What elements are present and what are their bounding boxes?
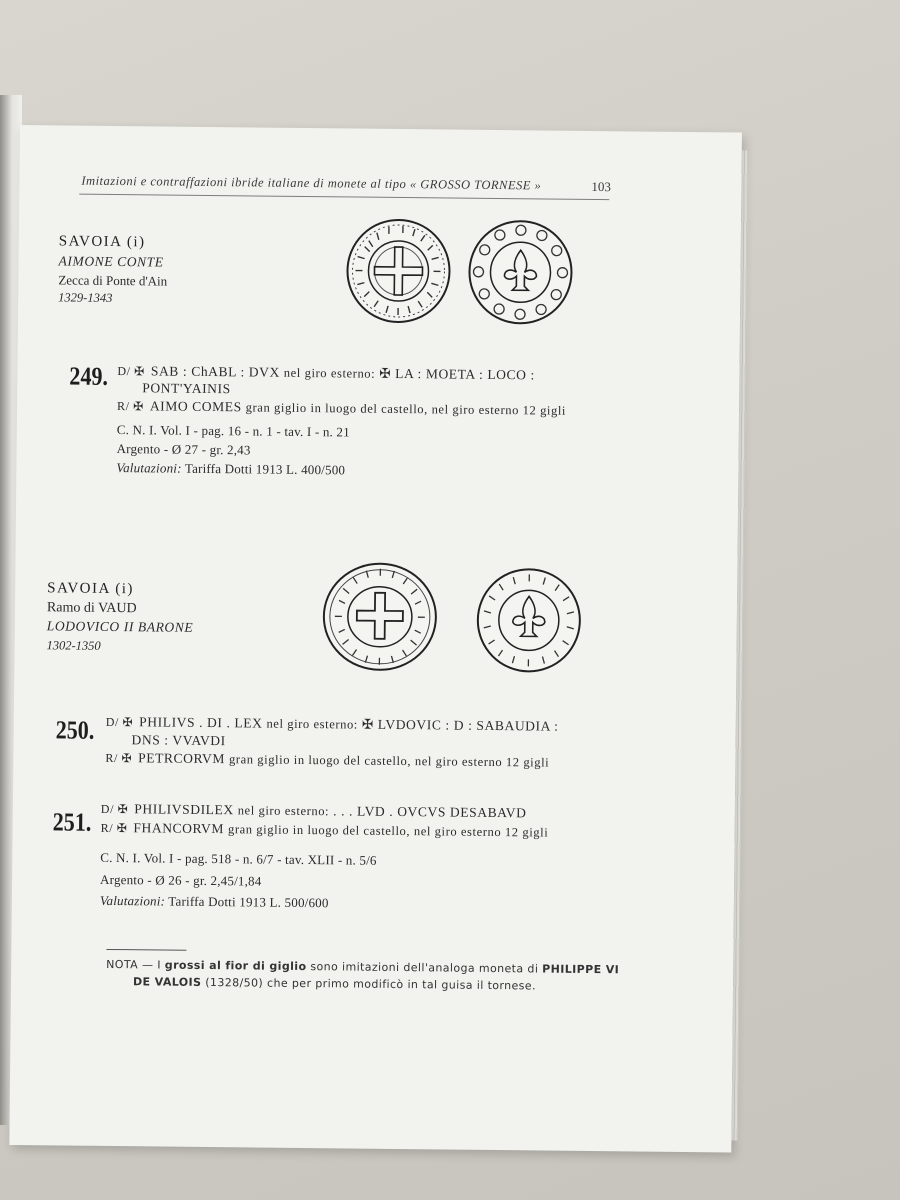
valuation-label: Valutazioni: [116, 460, 182, 476]
coin-249-reverse-image [466, 218, 575, 327]
entry-250-obverse-continuation: DNS : VVAVDI [131, 732, 226, 749]
coin-250-reverse-image [474, 566, 583, 675]
section-dates: 1329-1343 [58, 290, 113, 305]
entry-number-251: 251. [52, 807, 92, 837]
entry-251-reference: C. N. I. Vol. I - pag. 518 - n. 6/7 - tav. XLII - n. 5/6 [100, 849, 377, 868]
entry-251-metal: Argento - Ø 26 - gr. 2,45/1,84 [100, 871, 262, 889]
note-bold-name: PHILIPPE VI [542, 962, 620, 977]
entry-250-obverse-line [106, 714, 559, 735]
coin-249-obverse-image [344, 216, 453, 325]
header-rule [79, 194, 609, 201]
obverse-symbol: D/ ✠ [100, 801, 129, 817]
note-text-end: (1328/50) che per primo modificò in tal guisa il tornese. [205, 975, 536, 993]
running-title: Imitazioni e contraffazioni ibride italiane di monete al tipo « GROSSO TORNESE » [81, 173, 542, 193]
section-ruler: LODOVICO II BARONE [46, 618, 194, 635]
section-mint: Zecca di Ponte d'Ain [58, 272, 168, 289]
obverse-outer-legend: ✠ LVDOVIC : D : SABAUDIA : [361, 716, 559, 734]
entry-249-metal: Argento - Ø 27 - gr. 2,43 [116, 441, 251, 458]
entry-number-249: 249. [69, 361, 109, 391]
obverse-legend: SAB : ChABL : DVX [150, 363, 280, 380]
page-number: 103 [591, 178, 611, 195]
entry-249-obverse-continuation: PONT'YAINIS [142, 380, 231, 397]
book-page [9, 125, 742, 1153]
obverse-desc: nel giro esterno: [237, 803, 330, 819]
reverse-legend: FHANCORVM [133, 820, 225, 837]
footnote-line-1 [106, 958, 619, 976]
valuation-label: Valutazioni: [99, 892, 166, 909]
note-rule [106, 949, 186, 951]
note-bold-name-cont: DE VALOIS [132, 975, 202, 989]
obverse-desc: nel giro esterno: [266, 716, 359, 732]
footnote-line-2 [133, 975, 536, 992]
entry-251-reverse-line [101, 820, 549, 841]
valuation-value: Tariffa Dotti 1913 L. 500/600 [168, 893, 329, 911]
obverse-outer-legend: . . . LVD . OVCVS DESABAVD [333, 803, 527, 821]
reverse-symbol: R/ ✠ [100, 820, 128, 836]
valuation-value: Tariffa Dotti 1913 L. 400/500 [184, 460, 346, 478]
entry-number-250: 250. [55, 715, 95, 745]
entry-249-reverse-line [117, 398, 566, 419]
section-house-title: SAVOIA (i) [58, 233, 146, 251]
section-subline: Ramo di VAUD [46, 600, 137, 617]
obverse-desc: nel giro esterno: [283, 365, 376, 381]
obverse-symbol: D/ ✠ [105, 714, 134, 730]
reverse-symbol: R/ ✠ [105, 750, 133, 766]
reverse-legend: AIMO COMES [149, 398, 242, 415]
reverse-symbol: R/ ✠ [116, 399, 144, 414]
obverse-legend: PHILIVSDILEX [134, 801, 234, 818]
obverse-outer-legend: ✠ LA : MOETA : LOCO : [379, 365, 535, 383]
entry-249-valuation [116, 460, 345, 478]
note-text: sono imitazioni dell'analoga moneta di [310, 960, 539, 976]
note-bold-term: grossi al fior di giglio [164, 958, 307, 974]
entry-249-reference: C. N. I. Vol. I - pag. 16 - n. 1 - tav. I - n. 21 [116, 422, 350, 440]
entry-251-obverse-line [101, 801, 527, 821]
reverse-desc: gran giglio in luogo del castello, nel giro esterno 12 gigli [227, 822, 549, 840]
obverse-legend: PHILIVS . DI . LEX [139, 714, 263, 731]
reverse-desc: gran giglio in luogo del castello, nel giro esterno 12 gigli [228, 752, 550, 770]
obverse-symbol: D/ ✠ [117, 364, 145, 379]
entry-250-reverse-line [105, 750, 549, 771]
section-house-title: SAVOIA (i) [47, 580, 135, 598]
note-prefix: NOTA — I [106, 957, 161, 972]
reverse-legend: PETRCORVM [138, 750, 226, 767]
section-ruler: AIMONE CONTE [58, 253, 164, 270]
section-dates: 1302-1350 [46, 638, 101, 653]
entry-251-valuation [100, 893, 329, 911]
coin-250-obverse-image [320, 560, 439, 673]
reverse-desc: gran giglio in luogo del castello, nel giro esterno 12 gigli [245, 400, 567, 418]
